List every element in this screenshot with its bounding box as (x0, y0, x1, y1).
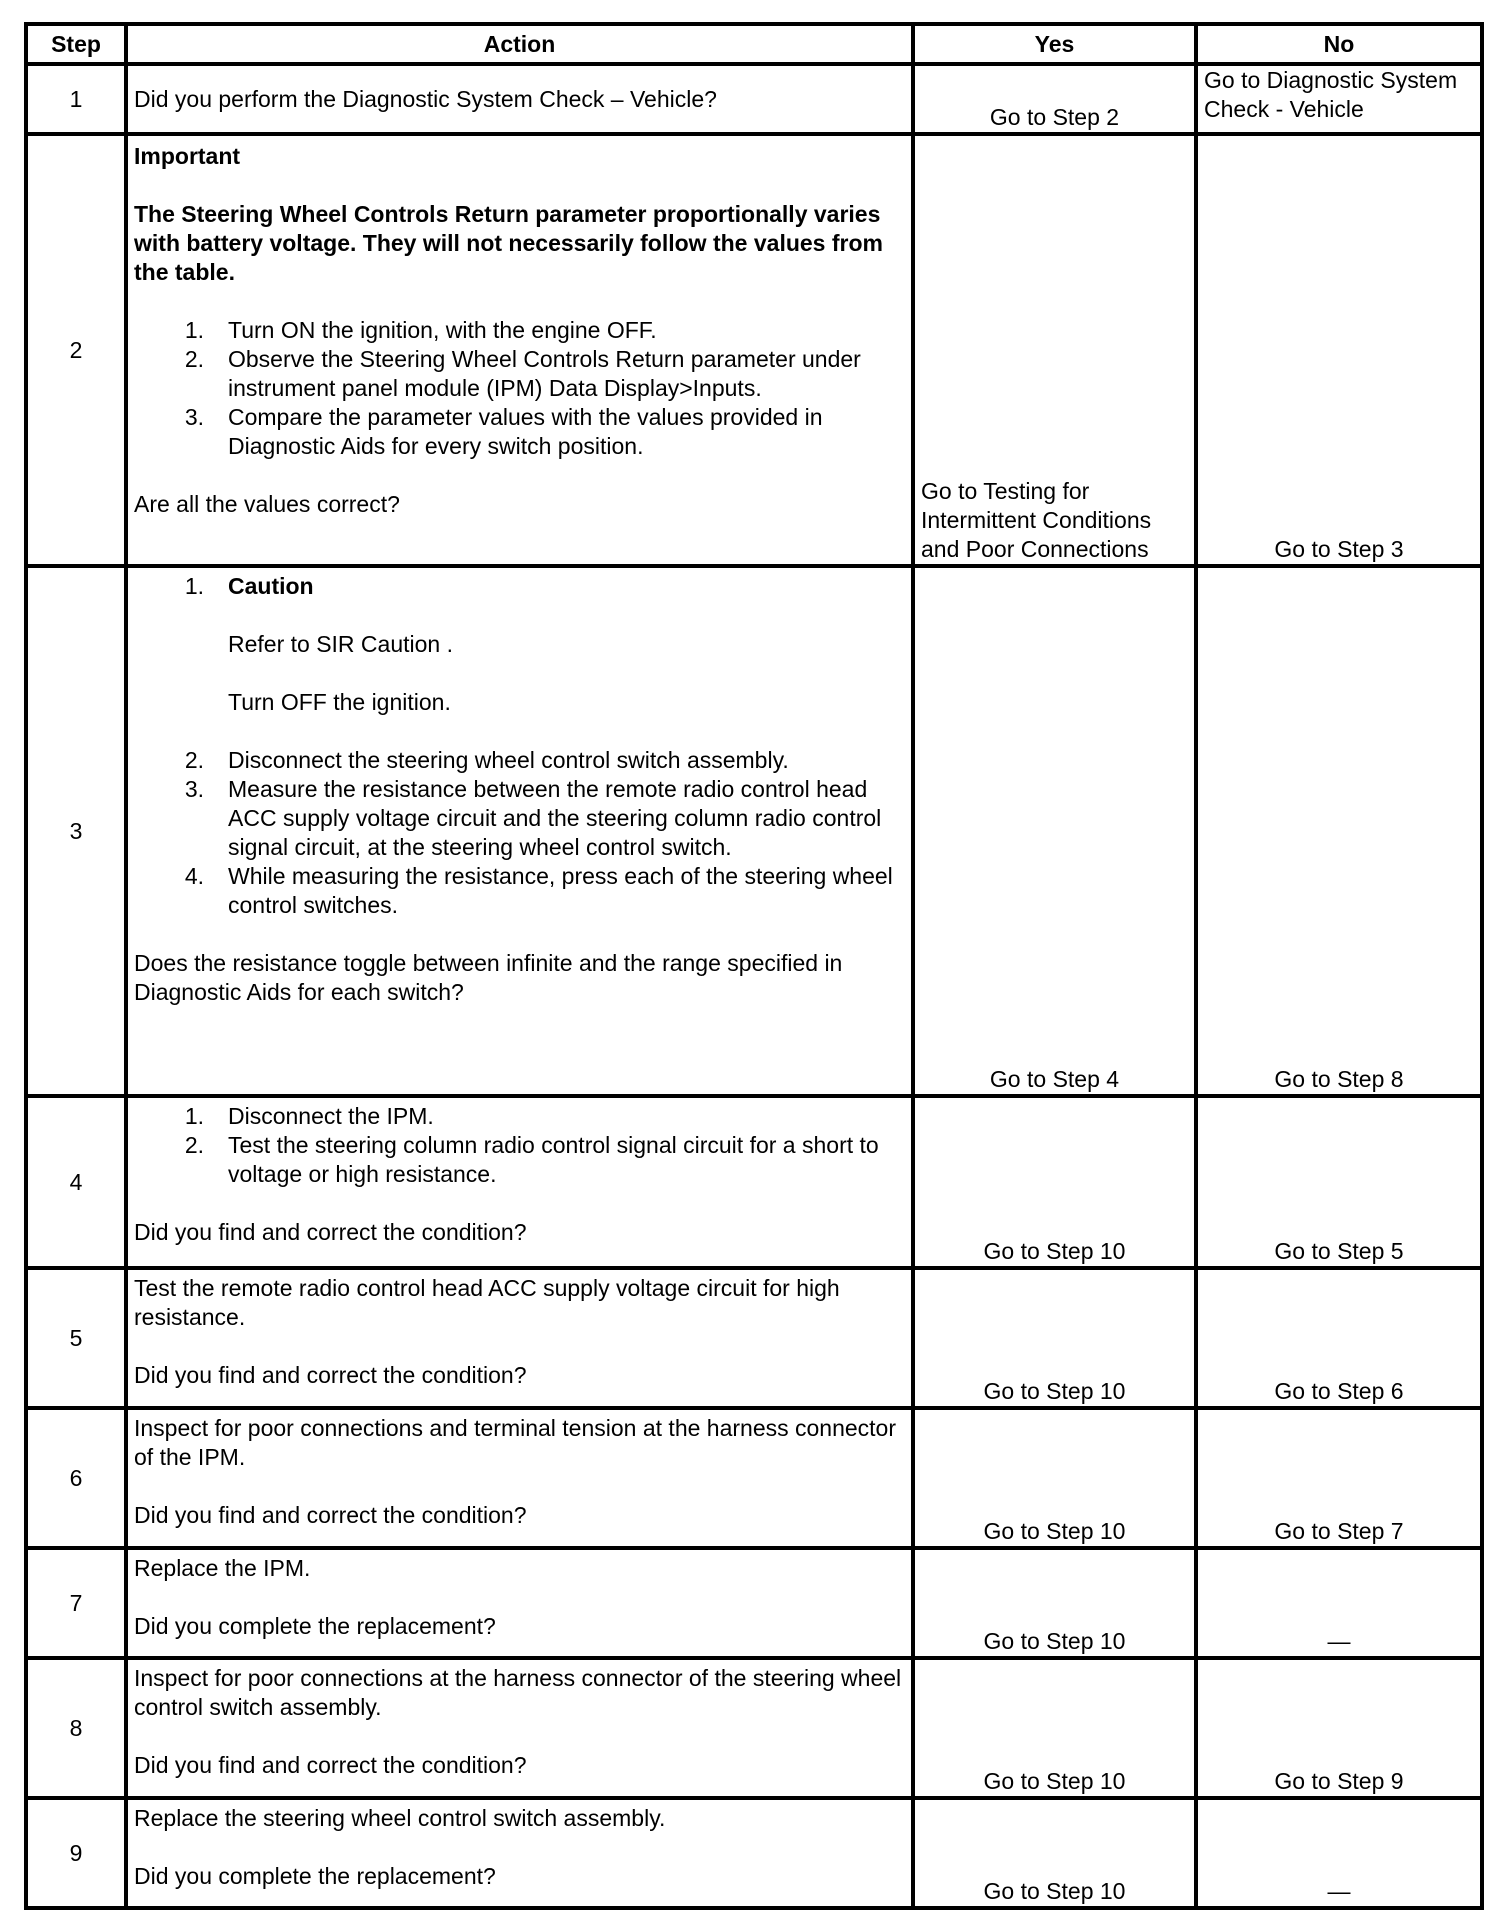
header-yes: Yes (913, 24, 1196, 64)
header-row (26, 24, 1482, 64)
no-cell: Go to Step 6 (1196, 1268, 1482, 1408)
action-cell (126, 1548, 913, 1658)
action-text: Inspect for poor connections and terminal tension at the harness connector of the IPM. (134, 1415, 897, 1470)
action-cell (126, 1096, 913, 1268)
no-cell: — (1196, 1548, 1482, 1658)
question: Did you find and correct the condition? (134, 1219, 527, 1245)
action-text: Replace the steering wheel control switch assembly. (134, 1805, 666, 1831)
question: Did you find and correct the condition? (134, 1502, 527, 1528)
table-row (26, 134, 1482, 566)
no-cell: Go to Step 8 (1196, 566, 1482, 1096)
header-action: Action (126, 24, 913, 64)
table-row (26, 64, 1482, 134)
question: Did you complete the replacement? (134, 1863, 496, 1889)
list-item: 2. Observe the Steering Wheel Controls Return parameter under instrument panel module (IPM) Data Display>Inputs. (184, 346, 861, 401)
list-item: 2. Disconnect the steering wheel control switch assembly. (184, 747, 789, 773)
yes-cell: Go to Step 10 (913, 1268, 1196, 1408)
question: Are all the values correct? (134, 491, 400, 517)
step-number: 1 (26, 64, 126, 134)
action-cell (126, 1268, 913, 1408)
action-cell (126, 134, 913, 566)
list-item: 1. Caution (134, 572, 905, 601)
important-text: The Steering Wheel Controls Return parameter proportionally varies with battery voltage. They will not necessarily follow the values from the table. (134, 201, 883, 285)
yes-cell: Go to Step 10 (913, 1658, 1196, 1798)
table-row (26, 1096, 1482, 1268)
diagnostic-table (24, 22, 1484, 1910)
step-number: 6 (26, 1408, 126, 1548)
step-list (134, 1102, 905, 1189)
list-item: 3. Measure the resistance between the remote radio control head ACC supply voltage circuit and the steering column radio control signal circuit, at the steering wheel control switch. (184, 776, 882, 860)
step-number: 2 (26, 134, 126, 566)
no-cell: Go to Step 3 (1196, 134, 1482, 566)
step-list (134, 746, 905, 920)
yes-cell: Go to Step 2 (913, 64, 1196, 134)
table-row (26, 1408, 1482, 1548)
header-no: No (1196, 24, 1482, 64)
list-item: 1. Disconnect the IPM. (184, 1103, 434, 1129)
action-text: Replace the IPM. (134, 1555, 311, 1581)
no-cell: Go to Step 7 (1196, 1408, 1482, 1548)
caution-ref: Refer to SIR Caution . (228, 631, 453, 657)
action-text: Test the remote radio control head ACC supply voltage circuit for high resistance. (134, 1275, 840, 1330)
table-row (26, 566, 1482, 1096)
important-title: Important (134, 143, 241, 169)
action-cell (126, 1408, 913, 1548)
step-number: 7 (26, 1548, 126, 1658)
table-row (26, 1658, 1482, 1798)
question: Does the resistance toggle between infinite and the range specified in Diagnostic Aids for each switch? (134, 950, 843, 1005)
list-item: 2. Test the steering column radio control signal circuit for a short to voltage or high resistance. (184, 1132, 879, 1187)
yes-cell: Go to Step 10 (913, 1548, 1196, 1658)
list-item: 3. Compare the parameter values with the values provided in Diagnostic Aids for every switch position. (184, 404, 823, 459)
yes-cell: Go to Step 10 (913, 1096, 1196, 1268)
table-row (26, 1798, 1482, 1908)
question: Did you perform the Diagnostic System Check – Vehicle? (134, 85, 717, 112)
caution-title: Caution (228, 573, 314, 599)
action-cell (126, 64, 913, 134)
step-number: 9 (26, 1798, 126, 1908)
header-step: Step (26, 24, 126, 64)
no-cell: Go to Diagnostic System Check - Vehicle (1196, 64, 1482, 134)
yes-cell: Go to Step 4 (913, 566, 1196, 1096)
step-number: 3 (26, 566, 126, 1096)
step-number: 8 (26, 1658, 126, 1798)
step-list (134, 316, 905, 461)
step-number: 5 (26, 1268, 126, 1408)
question: Did you find and correct the condition? (134, 1362, 527, 1388)
yes-cell: Go to Step 10 (913, 1408, 1196, 1548)
action-cell (126, 566, 913, 1096)
action-cell (126, 1658, 913, 1798)
no-cell: — (1196, 1798, 1482, 1908)
caution-list (134, 572, 905, 601)
no-cell: Go to Step 5 (1196, 1096, 1482, 1268)
step-number: 4 (26, 1096, 126, 1268)
question: Did you complete the replacement? (134, 1613, 496, 1639)
no-cell: Go to Step 9 (1196, 1658, 1482, 1798)
question: Did you find and correct the condition? (134, 1752, 527, 1778)
yes-cell: Go to Step 10 (913, 1798, 1196, 1908)
table-row (26, 1268, 1482, 1408)
action-cell (126, 1798, 913, 1908)
action-text: Inspect for poor connections at the harness connector of the steering wheel control switch assembly. (134, 1665, 902, 1720)
table-row (26, 1548, 1482, 1658)
list-item: 4. While measuring the resistance, press each of the steering wheel control switches. (184, 863, 893, 918)
caution-action: Turn OFF the ignition. (228, 689, 451, 715)
yes-cell: Go to Testing for Intermittent Conditions and Poor Connections (913, 134, 1196, 566)
list-item: 1. Turn ON the ignition, with the engine OFF. (184, 317, 657, 343)
